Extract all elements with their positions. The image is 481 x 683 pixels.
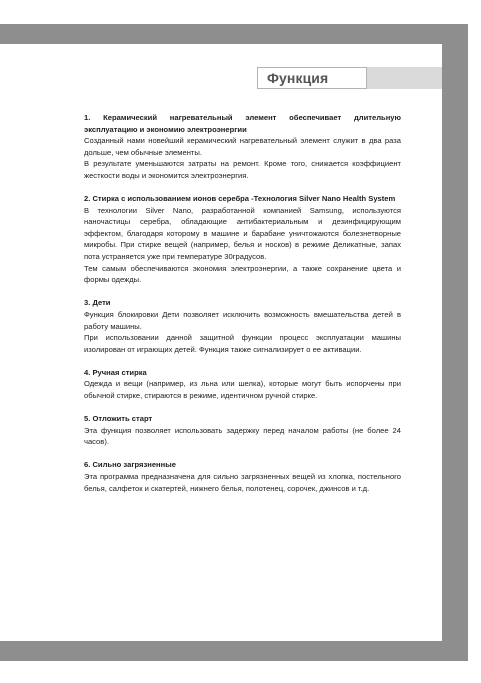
section-delay-start [84, 413, 401, 448]
section-heading: 4. Ручная стирка [84, 367, 147, 377]
section-heading: 2. Стирка с использованием ионов серебра -Технология Silver Nano Health System [84, 194, 396, 204]
page-title: Функция [267, 70, 329, 86]
section-heading: 1. Керамический нагревательный элемент обеспечивает длительную эксплуатацию и экономию электроэнергии [84, 113, 401, 134]
section-heavy-soil [84, 459, 401, 494]
section-ceramic-heater [84, 112, 401, 182]
page-title-box [257, 67, 367, 89]
section-paragraph: Тем самым обеспечиваются экономия электроэнергии, а также сохранение цвета и формы одежды. [84, 263, 401, 285]
section-heading: 6. Сильно загрязненные [84, 460, 176, 470]
section-paragraph: Эта функция позволяет использовать задержку перед началом работы (не более 24 часов). [84, 425, 401, 447]
top-border-band [0, 24, 468, 44]
title-tab-decoration [367, 67, 442, 89]
section-paragraph: В результате уменьшаются затраты на ремонт. Кроме того, снижается коэффициент жесткости воды и экономится электроэнергия. [84, 159, 401, 180]
right-border-band [442, 24, 468, 661]
bottom-border-band [0, 641, 468, 661]
section-child-lock [84, 297, 401, 355]
section-paragraph: В технологии Silver Nano, разработанной компанией Samsung, используются наночастицы серебра, обладающие антибактериальным и дезинфицирующим эффектом, благодаря которому в машине и барабане уничтожаются болезнетворные микробы. При стирке вещей (например, белья и носков) в режиме Деликатные, запах пота устраняется уже при температуре 30градусов. [84, 205, 401, 262]
section-paragraph: Функция блокировки Дети позволяет исключить возможность вмешательства детей в работу машины. [84, 309, 401, 331]
section-paragraph: Эта программа предназначена для сильно загрязненных вещей из хлопка, постельного белья, салфеток и скатертей, нижнего белья, полотенец, сорочек, джинсов и т.д. [84, 471, 401, 493]
section-hand-wash [84, 367, 401, 402]
section-paragraph: Одежда и вещи (например, из льна или шелка), которые могут быть испорчены при обычной стирке, стираются в режиме, идентичном ручной стирке. [84, 379, 401, 400]
section-heading: 3. Дети [84, 298, 111, 308]
section-paragraph: Созданный нами новейший керамический нагревательный элемент служит в два раза дольше, чем обычные элементы. [84, 136, 401, 157]
document-body [84, 112, 401, 506]
section-heading: 5. Отложить старт [84, 414, 153, 424]
section-silver-nano [84, 193, 401, 286]
section-paragraph: При использовании данной защитной функции процесс эксплуатации машины изолирован от играющих детей. Функция также сигнализирует о ее активации. [84, 333, 401, 354]
